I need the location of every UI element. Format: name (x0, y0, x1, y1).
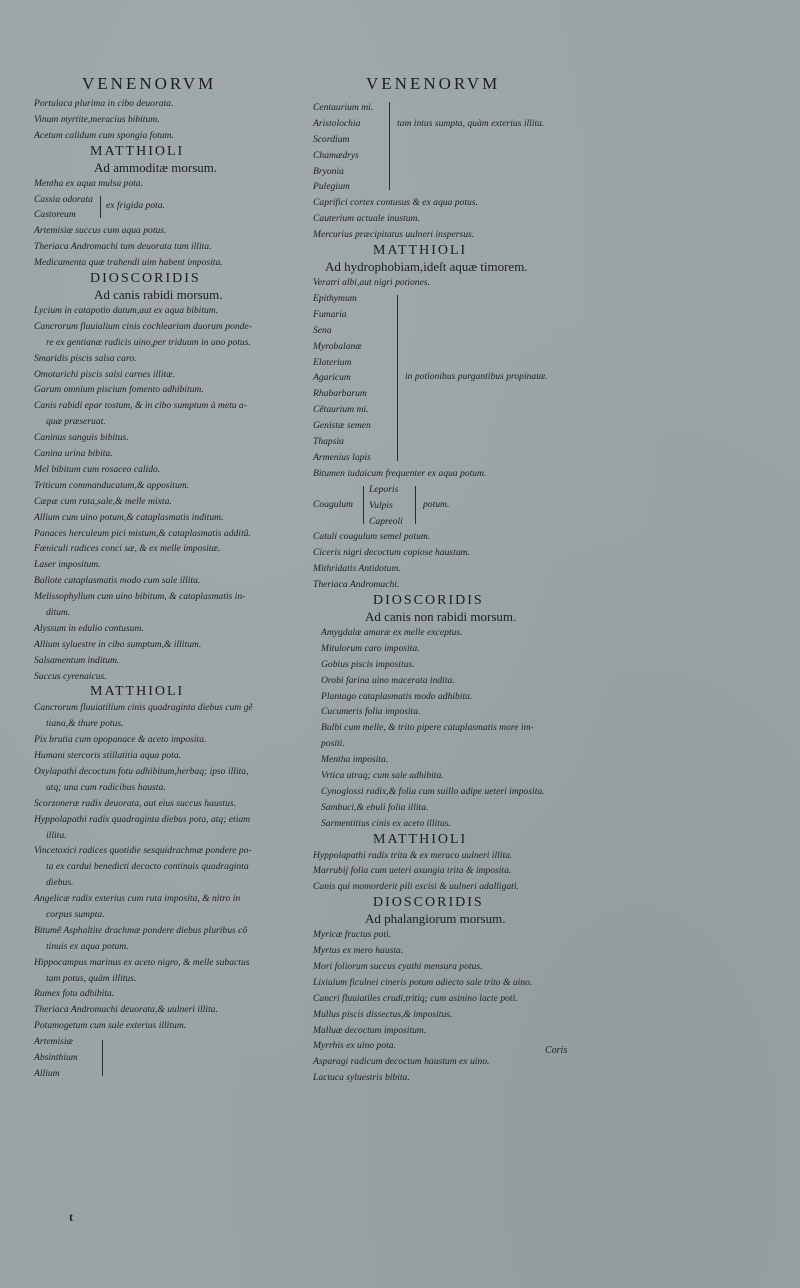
group-item: Artemisiæ (34, 1036, 73, 1048)
right-block-f (313, 848, 583, 896)
text-line: Triticum commanducatum,& appositum. (34, 479, 190, 491)
text-line: re ex gentianæ radicis uino,per triduum in uno potus. (46, 336, 251, 348)
text-line: Mentha ex aqua mulsa pota. (34, 177, 143, 189)
brace-group-coagulum (313, 482, 583, 530)
text-line: Succus cyrenaicus. (34, 670, 107, 682)
text-line: Laser impositum. (34, 559, 101, 571)
text-line: Mel bibitum cum rosaceo calido. (34, 463, 161, 475)
brace-group (313, 291, 583, 466)
right-block-d (313, 529, 583, 593)
group-item: Elaterium (313, 356, 352, 368)
text-line: Cancrorum fluuialium cinis cochlearium duorum ponde- (34, 320, 252, 332)
catchword: Coris (545, 1045, 568, 1056)
text-line: Acetum calidum cum spongia fotum. (34, 129, 174, 141)
text-line: Bitumen iudaicum frequenter ex aqua potum. (313, 467, 487, 479)
text-line: Marrubij folia cum ueteri axungia trita & imposita. (313, 865, 512, 877)
section-author: DIOSCORIDIS (90, 271, 201, 287)
text-line: diebus. (46, 877, 74, 889)
group-item: Fumaria (313, 308, 347, 320)
text-line: Bulbi cum melle, & trito pipere cataplasmatis more im- (321, 722, 534, 734)
right-block-c (313, 466, 583, 482)
left-block-c (34, 223, 296, 271)
text-line: Allium cum uino potum,& cataplasmatis inditum. (34, 511, 224, 523)
group-item: Centaurium mi. (313, 102, 374, 113)
text-line: Theriaca Andromachi deuorata,& uulneri illita. (34, 1004, 218, 1016)
group-item: Vulpis (369, 499, 393, 511)
text-line: tam potus, quàm illitus. (46, 972, 137, 984)
text-line: Rumex fotu adhibita. (34, 988, 115, 1000)
text-line: Myrrhis ex uino pota. (313, 1040, 396, 1052)
running-head-left: VENENORVM (82, 74, 217, 93)
text-line: Amygdalæ amaræ ex melle exceptus. (321, 626, 463, 638)
text-line: Humani stercoris stillatitia aqua pota. (34, 750, 182, 762)
text-line: Cynoglossi radix,& folia cum suillo adipe ueteri imposita. (321, 785, 545, 797)
section-author: DIOSCORIDIS (373, 592, 484, 608)
text-line: Hyppolapathi radix quadraginta diebus pota, atq; etiam (34, 813, 251, 825)
group-item: Allium (34, 1067, 60, 1079)
text-line: ditum. (46, 606, 71, 618)
text-line: Sarmentitius cinis ex aceto illitus. (321, 817, 451, 829)
right-block-g (313, 927, 583, 1086)
text-line: Cancrorum fluuiatilium cinis quadraginta diebus cum gẽ (34, 702, 253, 714)
group-item: Aristolochia (313, 117, 361, 129)
right-block-b (313, 275, 583, 291)
text-line: Cancri fluuiatiles crudi,tritiq; cum asinino lacte poti. (313, 992, 518, 1004)
text-line: illita. (46, 829, 67, 841)
section-subtitle: Ad canis non rabidi morsum. (365, 608, 517, 624)
group-item: Myrobalanæ (313, 340, 362, 352)
text-line: Canis rabidi epar tostum, & in cibo sumptum à metu a- (34, 400, 247, 412)
text-line: Portulaca plurima in cibo deuorata. (34, 98, 174, 109)
text-line: Theriaca Andromachi tum deuorata tum illita. (34, 241, 212, 253)
text-line: Vincetoxici radices quotidie sesquidrachmæ pondere po- (34, 845, 252, 857)
text-line: Caninus sanguis bibitus. (34, 432, 129, 444)
group-item: Cẽtaurium mi. (313, 404, 369, 416)
text-line: Myricæ fructus poti. (313, 929, 392, 941)
text-line: Hyppolapathi radix trita & ex meraco uulneri illita. (313, 849, 513, 861)
group-label: Coagulum (313, 498, 353, 510)
text-line: Canina urina bibita. (34, 448, 113, 460)
text-line: Plantago cataplasmatis modo adhibita. (321, 690, 473, 702)
text-line: Garum omnium piscium fomento adhibitum. (34, 384, 204, 396)
text-line: Canis qui momorderit pili excisi & uulneri adalligati. (313, 881, 519, 893)
text-line: Vrtica utraq; cum sale adhibita. (321, 770, 444, 781)
group-item: Genistæ semen (313, 420, 371, 432)
text-line: Hippocampus marinus ex aceto nigro, & melle subactus (34, 956, 250, 968)
signature-mark: t (69, 1210, 73, 1224)
text-line: Omotarichi piscis salsi carnes illitæ. (34, 368, 175, 380)
text-line: Asparagi radicum decoctum haustum ex uino. (313, 1056, 490, 1068)
section-author: MATTHIOLI (373, 831, 468, 847)
text-line: tiana,& thure potus. (46, 718, 124, 730)
brace (415, 486, 416, 524)
text-line: Mitulorum caro imposita. (321, 642, 420, 654)
left-block-b (34, 176, 296, 192)
text-line: Salsamentum inditum. (34, 654, 120, 666)
brace (397, 295, 398, 461)
group-item: Chamædrys (313, 149, 359, 161)
text-line: Cæpæ cum ruta,sale,& melle mixta. (34, 495, 172, 507)
text-line: Malluæ decoctum impositum. (313, 1024, 427, 1036)
running-head-right: VENENORVM (366, 74, 501, 93)
text-line: Catuli coagulum semel potum. (313, 531, 431, 543)
text-line: Mithridatis Antidotum. (313, 563, 401, 575)
text-line: Allium syluestre in cibo sumptum,& illitum. (34, 638, 202, 650)
text-line: Mori foliorum succus cyathi mensura potus. (313, 961, 483, 973)
text-line: Mercurius præcipitatus uulneri inspersus. (313, 229, 475, 241)
left-block-e (34, 700, 296, 1034)
group-item: Scordium (313, 133, 350, 145)
group-item: Absinthium (34, 1052, 78, 1063)
group-item: Agaricum (313, 372, 351, 384)
brace (363, 486, 364, 524)
group-item: Rhabarbarum (313, 388, 367, 400)
left-block-d (34, 303, 296, 684)
text-line: Fœniculi radices conci sæ, & ex melle impositæ. (34, 543, 221, 555)
text-line: ta ex cardui benedicti decocto continuis quadraginta (46, 861, 249, 873)
text-line: Sambuci,& ebuli folia illita. (321, 801, 429, 813)
section-author: MATTHIOLI (90, 143, 185, 159)
section-subtitle: Ad hydrophobiam,ideſt aquæ timorem. (325, 259, 528, 275)
brace (389, 102, 390, 190)
group-item: Leporis (369, 483, 399, 495)
right-block-e (313, 625, 583, 832)
text-line: atq; una cum radicibus hausta. (46, 781, 166, 793)
section-author: DIOSCORIDIS (373, 895, 484, 911)
group-item: Pulegium (313, 181, 350, 193)
text-line: Pix brutia cum opopanace & aceto imposita. (34, 734, 207, 746)
text-line: Cucumeris folia imposita. (321, 706, 421, 718)
text-line: Gobius piscis impositus. (321, 658, 415, 670)
text-line: Myrtus ex mero hausta. (313, 945, 404, 957)
group-item: Castoreum (34, 209, 76, 221)
text-line: Lactuca syluestris bibita. (313, 1072, 410, 1084)
text-line: Scorzoneræ radix deuorata, aut eius succus haustus. (34, 797, 236, 809)
text-line: Angelicæ radix exterius cum ruta imposita, & nitro in (34, 893, 241, 905)
text-line: Mullus piscis dissectus,& impositus. (313, 1008, 453, 1020)
text-line: Alyssum in edulio contusum. (34, 622, 144, 634)
text-line: Theriaca Andromachi. (313, 579, 400, 591)
group-item: Sena (313, 324, 332, 336)
section-subtitle: Ad ammoditæ morsum. (94, 159, 218, 175)
text-line: Smaridis piscis salsa caro. (34, 352, 137, 364)
brace (100, 196, 101, 218)
text-line: Ballote cataplasmatis modo cum sale illita. (34, 575, 201, 587)
section-subtitle: Ad phalangiorum morsum. (365, 911, 506, 927)
group-note: ex frigida pota. (106, 199, 165, 211)
section-author: MATTHIOLI (373, 243, 468, 259)
brace (102, 1040, 103, 1076)
text-line: Caprifici cortex contusus & ex aqua potus. (313, 197, 478, 209)
right-flow (313, 100, 583, 1086)
text-line: Melissophyllum cum uino bibitum, & cataplasmatis in- (34, 591, 246, 603)
group-item: Cassia odorata (34, 193, 93, 205)
group-item: Bryonia (313, 165, 344, 177)
right-block-a (313, 195, 583, 243)
text-line: Cauterium actuale inustum. (313, 213, 420, 225)
text-line: Ciceris nigri decoctum copiose haustum. (313, 547, 470, 559)
left-flow (34, 96, 296, 1082)
text-line: positi. (321, 738, 345, 750)
text-line: quæ præseruat. (46, 416, 106, 428)
section-author: MATTHIOLI (90, 684, 185, 700)
group-item: Epithymum (313, 292, 357, 304)
text-line: Potamogetum cum sale exterius illitum. (34, 1020, 187, 1032)
section-subtitle: Ad canis rabidi morsum. (94, 287, 223, 303)
group-item: Armenius lapis (313, 451, 371, 463)
brace-group (34, 192, 296, 224)
group-item: Thapsia (313, 435, 344, 447)
text-line: Artemisiæ succus cum aqua potus. (34, 225, 167, 237)
group-note: potum. (423, 498, 450, 510)
text-line: Mentha imposita. (321, 754, 389, 766)
left-block-a (34, 96, 296, 144)
text-line: Medicamenta quæ trahendi uim habent imposita. (34, 257, 223, 269)
text-line: Vinum myrtite,meracius bibitum. (34, 113, 160, 125)
text-line: corpus sumpta. (46, 908, 105, 920)
group-note: in potionibus purgantibus propinatæ. (405, 370, 548, 382)
text-line: Lixiuium ficulnei cineris potum adiecto sale trito & uino. (313, 976, 533, 988)
brace-group (34, 1034, 296, 1082)
group-note: tam intus sumpta, quàm exterius illita. (397, 118, 545, 129)
text-line: Panaces herculeum pici mistum,& cataplasmatis additũ. (34, 527, 251, 539)
text-line: tinuis ex aqua potum. (46, 940, 129, 952)
text-line: Bitumẽ Asphaltite drachmæ pondere diebus pluribus cõ (34, 924, 248, 936)
text-line: Veratri albi,aut nigri potiones. (313, 277, 430, 289)
group-item: Capreoli (369, 515, 403, 527)
text-line: Orobi farina uino macerata indita. (321, 674, 455, 686)
text-line: Oxylapathi decoctum fotu adhibitum,herbaq; ipso illita, (34, 765, 249, 777)
text-line: Lycium in catapotio datum,aut ex aqua bibitum. (34, 305, 219, 317)
brace-group (313, 100, 583, 195)
